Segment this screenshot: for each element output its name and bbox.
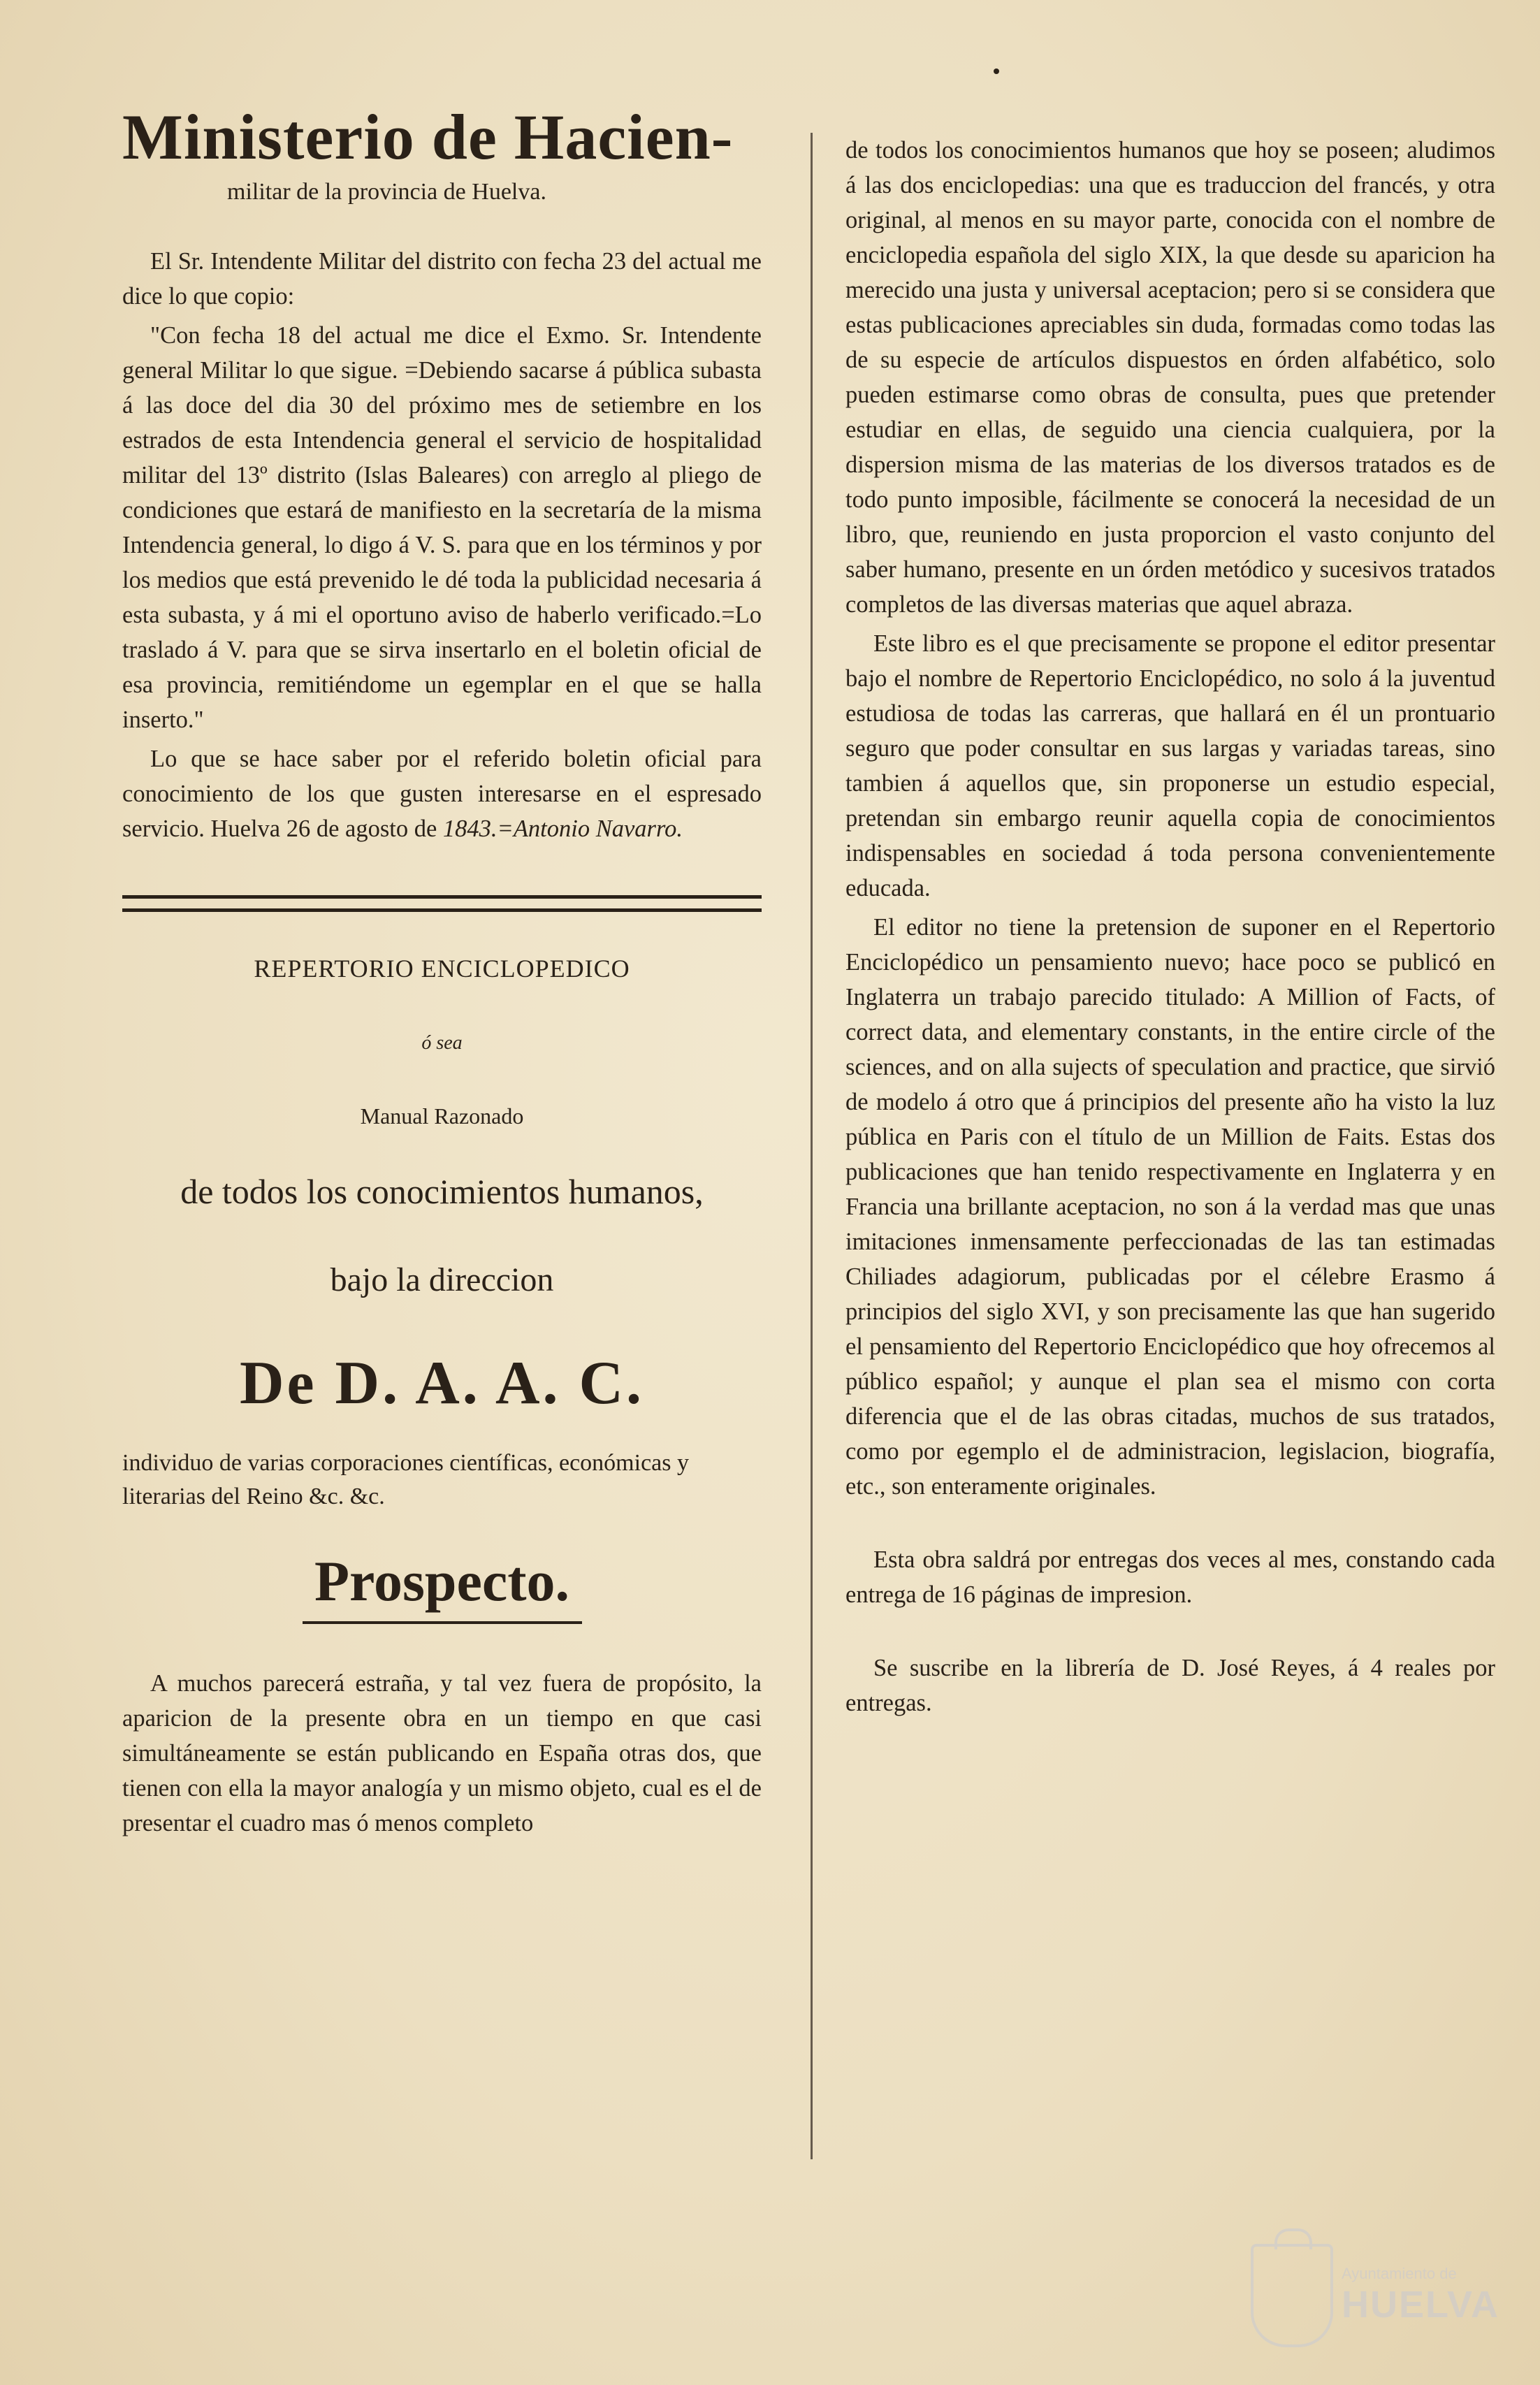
subscription-details: Esta obra saldrá por entregas dos veces al mes, constando cada entrega de 16 páginas de impresion. bbox=[845, 1546, 1495, 1608]
notice-paragraph-1: El Sr. Intendente Militar del distrito con fecha 23 del actual me dice lo que copio: bbox=[122, 248, 762, 310]
watermark-text bbox=[1342, 2265, 1499, 2326]
prospecto-rule bbox=[303, 1621, 582, 1624]
prospecto-paragraph-4: El editor no tiene la pretension de suponer en el Repertorio Enciclopédico un pensamiento nuevo; hace poco se publicó en Inglaterra un trabajo parecido titulado: A Million of Facts, of correct data, and elementary constants, in the entire circle of the sciences, and on alla sujects of speculation and practice, que sirvió de modelo á otro que á principios del presente año ha visto la luz pública en Paris con el título de un Million de Faits. Estas dos publicaciones que han tenido respectivamente en Inglaterra y en Francia una brillante aceptacion, no son á la verdad mas que unas imitaciones inmensamente perfeccionadas de las tan estimadas Chiliades adagiorum, publicadas por el célebre Erasmo á principios del siglo XVI, y son precisamente las que han sugerido el pensamiento del Repertorio Enciclopédico que hoy ofrecemos al público español; y aunque el plan sea el mismo con corta diferencia que el de las obras citadas, muchos de sus tratados, como por egemplo el de administracion, legislacion, biografía, etc., son enteramente originales. bbox=[845, 914, 1495, 1500]
notice-paragraph-3 bbox=[122, 741, 762, 846]
prospecto-paragraph-2: de todos los conocimientos humanos que hoy se poseen; aludimos á las dos enciclopedias: una que es traduccion del francés, y otra original, al menos en su mayor parte, conocida con el nombre de enciclopedia española del siglo XIX, la que desde su aparicion ha merecido una justa y universal aceptacion; pero si se considera que estas publicaciones apreciables sin duda, formadas como todas las de su especie de artículos dispuestos en órden alfabético, solo pueden estimarse como obras de consulta, pues que pretender estudiar en ellas, de seguido una ciencia cualquiera, por la dispersion misma de las materias de los diversos tratados es de todo punto imposible, fácilmente se conocerá la necesidad de un libro, que, reuniendo en justa proporcion el vasto conjunto del saber humano, presente en un órden metódico y sucesivos tratados completos de las diversas materias que aquel abraza. bbox=[845, 137, 1495, 618]
prospecto-heading: Prospecto. bbox=[314, 1549, 570, 1613]
right-column bbox=[845, 133, 1495, 1725]
conocimientos-line: de todos los conocimientos humanos, bbox=[180, 1172, 704, 1211]
repertorio-title: REPERTORIO ENCICLOPEDICO bbox=[254, 955, 630, 983]
author-initials: De D. A. A. C. bbox=[239, 1349, 645, 1417]
section-divider bbox=[122, 895, 762, 912]
prospecto-paragraph-3: Este libro es el que precisamente se propone el editor presentar bajo el nombre de Repertorio Enciclopédico, no solo á la juventud estudiosa de todas las carreras, que hallará en él un prontuario seguro que poder consultar en sus largas y variadas tareas, sino tambien á aquellos que, sin proponerse un estudio especial, pretendan sin embargo reunir aquella copia de conocimientos indispensables en sociedad á toda persona convenientemente educada. bbox=[845, 630, 1495, 901]
ink-dot bbox=[994, 68, 999, 74]
direccion-line: bajo la direccion bbox=[330, 1261, 554, 1298]
column-divider bbox=[811, 133, 813, 2159]
notice-text: Lo que se hace saber por el referido boletin oficial para conocimiento de los que gusten interesarse en el espresado servicio. Huelva 26 de agosto de bbox=[122, 746, 762, 842]
left-column bbox=[122, 101, 762, 1845]
watermark-line-1: Ayuntamiento de bbox=[1342, 2265, 1457, 2282]
author-credentials: individuo de varias corporaciones científicas, económicas y literarias del Reino &c. &c. bbox=[122, 1450, 689, 1509]
notice-paragraph-2: "Con fecha 18 del actual me dice el Exmo. Sr. Intendente general Militar lo que sigue. =Debiendo sacarse á pública subasta á las doce del dia 30 del próximo mes de setiembre en los estrados de esta Intendencia general el servicio de hospitalidad militar del 13º distrito (Islas Baleares) con arreglo al pliego de condiciones que estará de manifiesto en la secretaría de la misma Intendencia general, lo digo á V. S. para que en los términos y por los medios que está prevenido le dé toda la publicidad necesaria á esta subasta, y á mi el oportuno aviso de haberlo verificado.=Lo traslado á V. para que se sirva insertarlo en el boletin oficial de esa provincia, remitiéndome un egemplar en el que se halla inserto." bbox=[122, 322, 762, 733]
notice-signature: 1843.=Antonio Navarro. bbox=[442, 815, 683, 842]
o-sea-line: ó sea bbox=[421, 1032, 463, 1054]
watermark-line-2: HUELVA bbox=[1342, 2284, 1499, 2326]
masthead-subtitle: militar de la provincia de Huelva. bbox=[227, 179, 546, 205]
masthead-title: Ministerio de Hacien- bbox=[122, 101, 734, 173]
prospecto-paragraph-1: A muchos parecerá estraña, y tal vez fuera de propósito, la aparicion de la presente obra en un tiempo en que casi simultáneamente se están publicando en España otras dos, que tienen con ella la mayor analogía y un mismo objeto, cual es el de presentar el cuadro mas ó menos completo bbox=[122, 1670, 762, 1836]
subscription-location: Se suscribe en la librería de D. José Reyes, á 4 reales por entregas. bbox=[845, 1655, 1495, 1716]
manual-razonado: Manual Razonado bbox=[360, 1103, 524, 1129]
archive-watermark bbox=[1251, 2243, 1516, 2348]
city-shield-icon bbox=[1251, 2244, 1333, 2347]
